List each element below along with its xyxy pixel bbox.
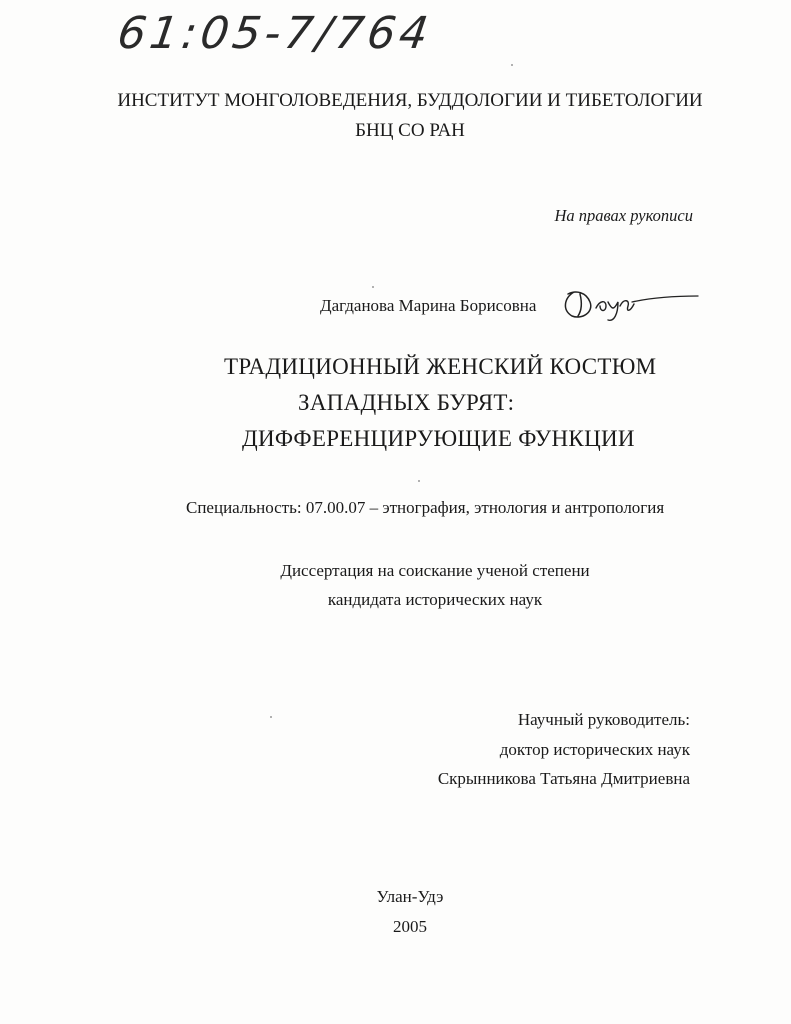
thesis-title-line-1: ТРАДИЦИОННЫЙ ЖЕНСКИЙ КОСТЮМ xyxy=(224,354,657,379)
institute-branch: БНЦ СО РАН xyxy=(355,120,465,141)
author-name: Дагданова Марина Борисовна xyxy=(320,296,537,315)
specialty: Специальность: 07.00.07 – этнография, этнология и антропология xyxy=(186,498,665,517)
city: Улан-Удэ xyxy=(376,887,444,906)
scan-speck xyxy=(511,64,513,66)
author-signature xyxy=(560,284,700,329)
degree-statement-line-2: кандидата исторических наук xyxy=(327,590,543,609)
supervisor-name: Скрынникова Татьяна Дмитриевна xyxy=(437,769,690,788)
institute-name: ИНСТИТУТ МОНГОЛОВЕДЕНИЯ, БУДДОЛОГИИ И ТИБЕТОЛОГИИ xyxy=(117,90,703,111)
year: 2005 xyxy=(393,917,427,936)
degree-statement-line-1: Диссертация на соискание ученой степени xyxy=(280,561,590,580)
archive-mark: 61:05-7/764 xyxy=(114,8,436,59)
scan-speck xyxy=(418,480,420,482)
signature-scribble xyxy=(560,284,700,324)
supervisor-block xyxy=(438,705,690,794)
place-and-year xyxy=(0,882,791,942)
supervisor-label: Научный руководитель: xyxy=(517,710,690,729)
scan-speck xyxy=(270,716,272,718)
thesis-title-line-3: ДИФФЕРЕНЦИРУЮЩИЕ ФУНКЦИИ xyxy=(242,426,635,451)
institute-header xyxy=(0,86,791,146)
manuscript-rights: На правах рукописи xyxy=(554,206,693,225)
thesis-title-line-2: ЗАПАДНЫХ БУРЯТ: xyxy=(298,390,515,415)
supervisor-degree: доктор исторических наук xyxy=(499,739,690,759)
degree-statement xyxy=(0,556,791,614)
scan-speck xyxy=(372,286,374,288)
